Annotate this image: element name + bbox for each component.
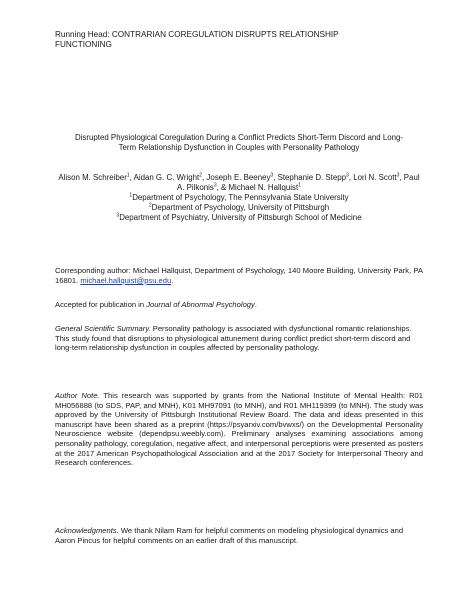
author-name: Michael N. Hallquist xyxy=(228,183,299,192)
corresponding-text: Corresponding author: Michael Hallquist, Department of Psychology, 140 Moore Building, University Park, PA 16801. xyxy=(55,266,423,285)
author-block xyxy=(55,173,423,223)
affiliation-text: Department of Psychology, The Pennsylvania State University xyxy=(132,193,349,202)
affiliation xyxy=(55,193,423,203)
author-note-text: This research was supported by grants from the National Institute of Mental Health: R01 MH056888 (to SDS, PAP, and MNH), K01 MH97091 (to MNH), and R01 MH119399 (to MNH). The study was approved by the University of Pittsburgh Institutional Review Board. The data and ideas presented in this manuscript have been shared as a preprint (https://psyarxiv.com/bvwxs/) on the Developmental Personality Neuroscience website (dependpsu.weebly.com). Preliminary analyses examining associations among personality pathology, coregulation, negative affect, and interpersonal perceptions were presented as posters at the 2017 American Psychopathological Association and at the 2017 Society for Interpersonal Theory and Research conferences. xyxy=(55,391,423,468)
author-name: Paul A. Pilkonis xyxy=(177,173,420,192)
author-name: Joseph E. Beeney xyxy=(206,173,271,182)
affiliation-text: Department of Psychiatry, University of Pittsburgh School of Medicine xyxy=(119,213,362,222)
author-note xyxy=(55,391,423,468)
corresponding-author xyxy=(55,266,423,285)
summary-label: General Scientific Summary. xyxy=(55,324,151,333)
acknowledgments-text: We thank Nilam Ram for helpful comments on modeling physiological dynamics and Aaron Pincus for helpful comments on an earlier draft of this manuscript. xyxy=(55,526,404,545)
title-line: Term Relationship Dysfunction in Couples with Personality Pathology xyxy=(118,143,360,152)
author-affil-mark: 1 xyxy=(126,172,130,179)
author-name: Lori N. Scott xyxy=(353,173,397,182)
author-name: Stephanie D. Stepp xyxy=(277,173,347,182)
affiliation xyxy=(55,213,423,223)
author-name: Aidan G. C. Wright xyxy=(133,173,200,182)
author-affil-mark: 2 xyxy=(199,172,202,179)
running-head: Running Head: CONTRARIAN COREGULATION DISRUPTS RELATIONSHIP FUNCTIONING xyxy=(55,30,339,49)
summary-text: Personality pathology is associated with dysfunctional romantic relationships. This study found that disruptions to physiological attunement during conflict predict short-term discord and long-term relationship dysfunction in couples affected by personality pathology. xyxy=(55,324,412,353)
author-name: Alison M. Schreiber xyxy=(58,173,127,182)
author-affil-mark: 3 xyxy=(270,172,274,179)
author-separator: , & xyxy=(216,183,229,192)
email-link[interactable]: michael.hallquist@psu.edu xyxy=(80,275,172,285)
author-note-label: Author Note. xyxy=(55,391,100,400)
author-separator: , xyxy=(129,173,134,182)
author-affil-mark: 1 xyxy=(298,182,301,189)
author-separator: , xyxy=(201,173,207,182)
affiliation-mark: 2 xyxy=(148,202,152,209)
journal-name: Journal of Abnormal Psychology xyxy=(146,300,255,309)
paper-title xyxy=(55,133,423,153)
affiliation xyxy=(55,203,423,213)
corresponding-period: . xyxy=(171,275,174,285)
acknowledgments xyxy=(55,526,423,545)
acceptance-prefix: Accepted for publication in xyxy=(55,300,147,309)
author-affil-mark: 3 xyxy=(213,182,217,189)
author-separator: , xyxy=(273,173,278,182)
author-separator: , xyxy=(348,173,354,182)
affiliation-mark: 1 xyxy=(129,192,133,199)
affiliation-text: Department of Psychology, University of Pittsburgh xyxy=(151,203,330,212)
affiliation-mark: 3 xyxy=(116,212,120,219)
author-affil-mark: 3 xyxy=(396,172,400,179)
author-separator: , xyxy=(399,173,404,182)
author-list xyxy=(55,173,423,193)
author-affil-mark: 3 xyxy=(346,172,349,179)
general-scientific-summary xyxy=(55,324,423,353)
acknowledgments-label: Acknowledgments. xyxy=(55,526,119,535)
acceptance-note xyxy=(55,300,423,310)
title-line: Disrupted Physiological Coregulation During a Conflict Predicts Short-Term Discord and Long- xyxy=(74,133,404,142)
acceptance-suffix: . xyxy=(254,300,257,309)
